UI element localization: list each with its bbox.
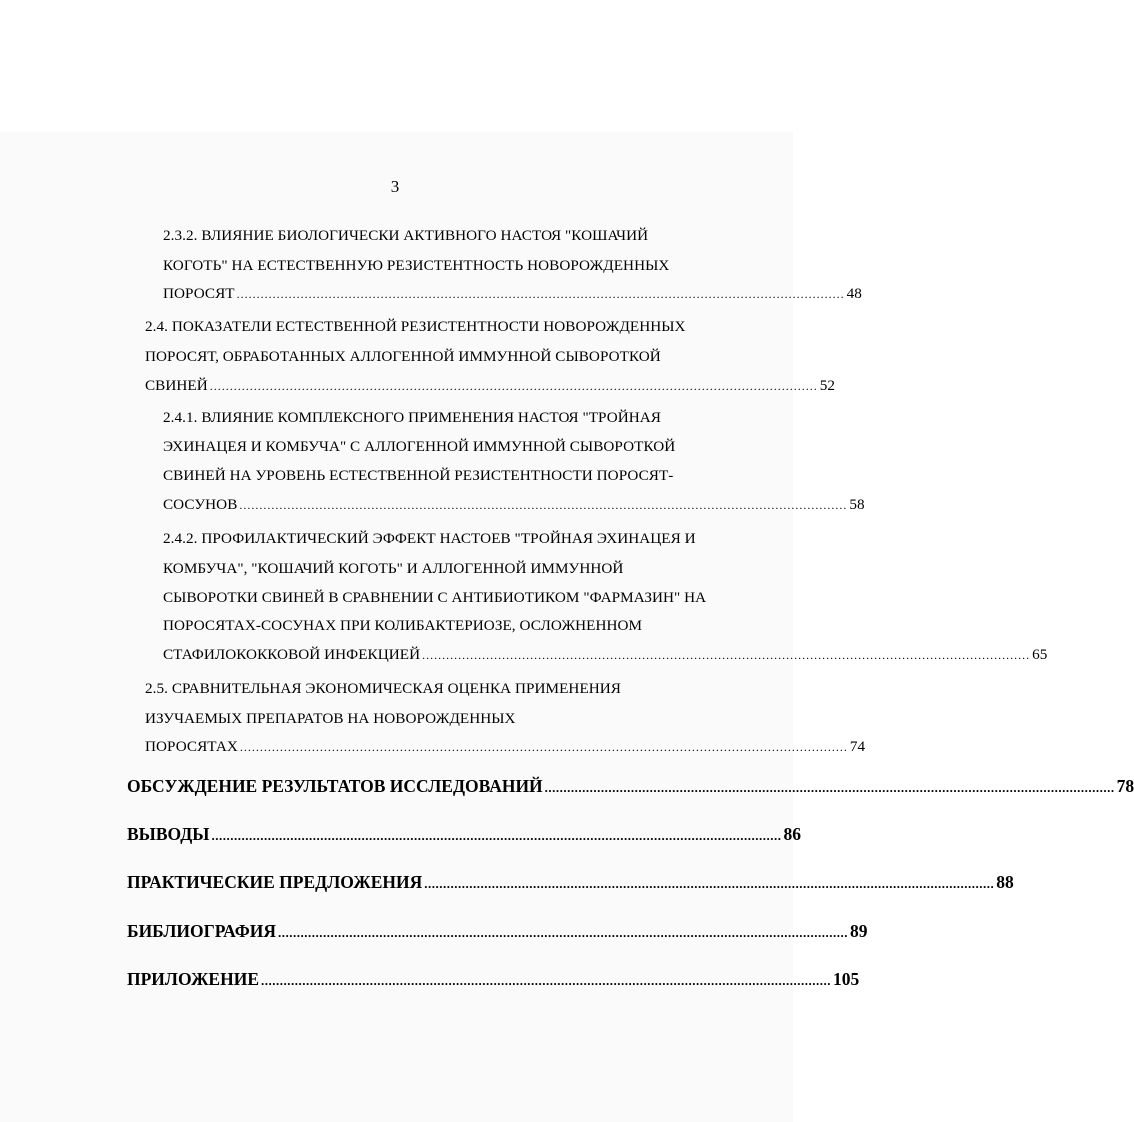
toc-chapter-appendix[interactable] — [127, 969, 860, 991]
toc-chapter-title: ВЫВОДЫ — [127, 824, 210, 844]
toc-entry-last-line — [163, 645, 1048, 665]
dot-leader: ........................................................................................................................................................ — [211, 828, 782, 843]
toc-entry-line: 2.4.1. ВЛИЯНИЕ КОМПЛЕКСНОГО ПРИМЕНЕНИЯ НАСТОЯ "ТРОЙНАЯ — [163, 409, 661, 426]
dot-leader: ........................................................................................................................................................ — [261, 973, 832, 988]
dot-leader: ........................................................................................................................................................ — [422, 648, 1031, 662]
dot-leader: ........................................................................................................................................................ — [239, 498, 848, 512]
toc-entry-line: ЭХИНАЦЕЯ И КОМБУЧА" С АЛЛОГЕННОЙ ИММУННОЙ СЫВОРОТКОЙ — [163, 438, 676, 455]
toc-page-number: 58 — [849, 496, 865, 513]
toc-entry-line: ИЗУЧАЕМЫХ ПРЕПАРАТОВ НА НОВОРОЖДЕННЫХ — [145, 710, 516, 727]
toc-entry-title-end: ПОРОСЯТАХ — [145, 738, 238, 755]
page-top-margin — [0, 0, 793, 132]
dot-leader: ........................................................................................................................................................ — [544, 780, 1115, 795]
page-number: 3 — [390, 177, 400, 196]
toc-chapter-title: ОБСУЖДЕНИЕ РЕЗУЛЬТАТОВ ИССЛЕДОВАНИЙ — [127, 776, 543, 796]
toc-page-number: 89 — [849, 921, 868, 941]
toc-entry-line: 2.3.2. ВЛИЯНИЕ БИОЛОГИЧЕСКИ АКТИВНОГО НАСТОЯ "КОШАЧИЙ — [163, 227, 649, 244]
dot-leader: ........................................................................................................................................................ — [236, 287, 845, 301]
toc-chapter-conclusions[interactable] — [127, 824, 801, 846]
toc-entry-last-line — [163, 495, 865, 515]
toc-page-number: 74 — [849, 738, 866, 755]
dot-leader: ........................................................................................................................................................ — [209, 379, 818, 393]
toc-page-number: 48 — [846, 285, 862, 302]
dot-leader: ........................................................................................................................................................ — [424, 876, 995, 891]
toc-entry-line: СЫВОРОТКИ СВИНЕЙ В СРАВНЕНИИ С АНТИБИОТИКОМ "ФАРМАЗИН" НА — [163, 589, 707, 606]
toc-entry-title-end: СВИНЕЙ — [145, 377, 208, 394]
toc-page-number: 88 — [996, 872, 1014, 892]
toc-entry-line: СВИНЕЙ НА УРОВЕНЬ ЕСТЕСТВЕННОЙ РЕЗИСТЕНТНОСТИ ПОРОСЯТ- — [163, 467, 674, 484]
toc-entry-title-end: СОСУНОВ — [163, 496, 238, 513]
toc-entry-title-end: ПОРОСЯТ — [163, 285, 235, 302]
toc-entry-line: 2.5. СРАВНИТЕЛЬНАЯ ЭКОНОМИЧЕСКАЯ ОЦЕНКА ПРИМЕНЕНИЯ — [145, 680, 621, 697]
toc-page-number: 105 — [833, 969, 860, 989]
toc-entry-line: 2.4. ПОКАЗАТЕЛИ ЕСТЕСТВЕННОЙ РЕЗИСТЕНТНОСТИ НОВОРОЖДЕННЫХ — [145, 318, 686, 335]
toc-entry-line: ПОРОСЯТ, ОБРАБОТАННЫХ АЛЛОГЕННОЙ ИММУННОЙ СЫВОРОТКОЙ — [145, 348, 661, 365]
toc-chapter-title: ПРАКТИЧЕСКИЕ ПРЕДЛОЖЕНИЯ — [127, 872, 423, 892]
toc-entry-line: КОГОТЬ" НА ЕСТЕСТВЕННУЮ РЕЗИСТЕНТНОСТЬ НОВОРОЖДЕННЫХ — [163, 257, 670, 274]
toc-entry-line: ПОРОСЯТАХ-СОСУНАХ ПРИ КОЛИБАКТЕРИОЗЕ, ОСЛОЖНЕННОМ — [163, 617, 643, 634]
toc-entry-line: КОМБУЧА", "КОШАЧИЙ КОГОТЬ" И АЛЛОГЕННОЙ ИММУННОЙ — [163, 560, 624, 577]
toc-page-number: 52 — [819, 377, 836, 394]
dot-leader: ........................................................................................................................................................ — [277, 925, 848, 940]
toc-page-number: 65 — [1032, 646, 1048, 663]
toc-page-number: 86 — [783, 824, 801, 844]
toc-chapter-discussion[interactable] — [127, 776, 1134, 798]
dot-leader: ........................................................................................................................................................ — [239, 740, 848, 754]
toc-entry-last-line — [163, 284, 862, 304]
toc-page-number: 78 — [1116, 776, 1134, 796]
toc-chapter-practical-proposals[interactable] — [127, 872, 1014, 894]
toc-entry-line: 2.4.2. ПРОФИЛАКТИЧЕСКИЙ ЭФФЕКТ НАСТОЕВ "ТРОЙНАЯ ЭХИНАЦЕЯ И — [163, 530, 696, 547]
toc-chapter-bibliography[interactable] — [127, 921, 868, 943]
toc-entry-title-end: СТАФИЛОКОККОВОЙ ИНФЕКЦИЕЙ — [163, 646, 421, 663]
toc-chapter-title: ПРИЛОЖЕНИЕ — [127, 969, 260, 989]
toc-entry-last-line — [145, 737, 866, 757]
toc-entry-last-line — [145, 376, 836, 396]
toc-chapter-title: БИБЛИОГРАФИЯ — [127, 921, 276, 941]
